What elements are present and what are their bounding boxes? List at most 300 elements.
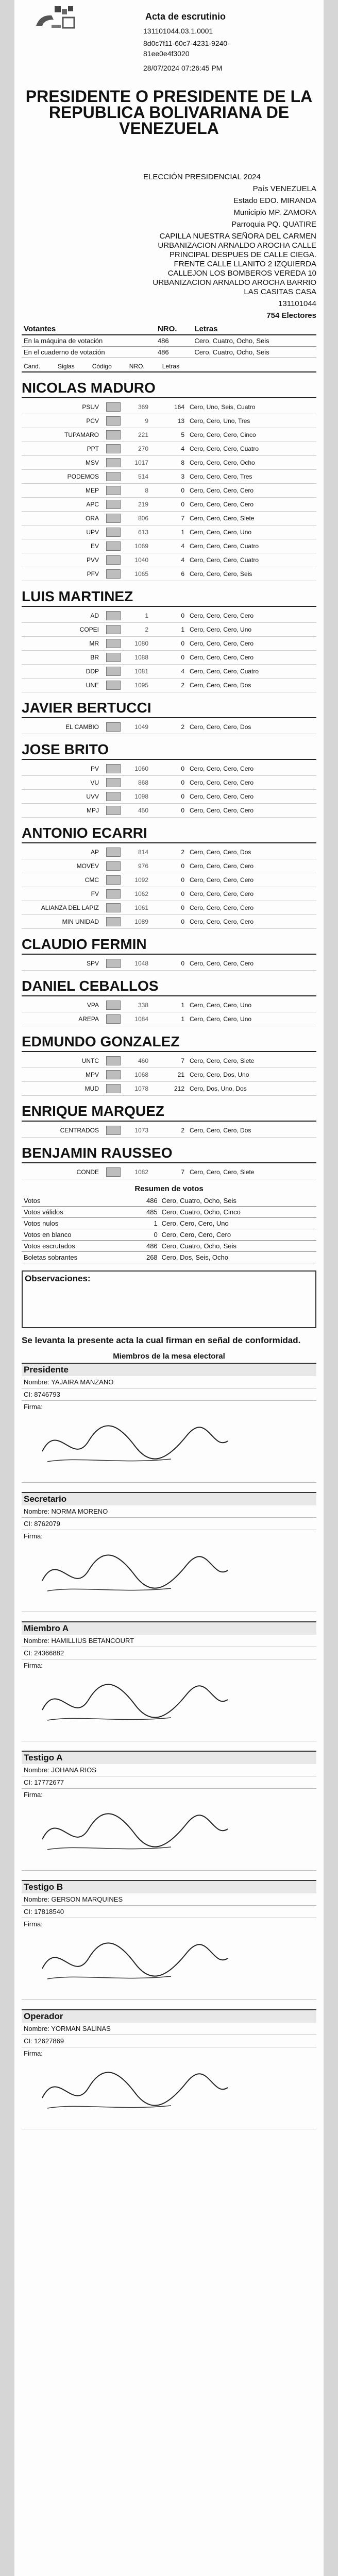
member-role: Secretario — [22, 1492, 316, 1505]
firma-label: Firma: — [24, 1532, 43, 1540]
party-row — [22, 915, 316, 929]
party-code: 1098 — [134, 793, 148, 800]
resumen-cell: 0 — [131, 1229, 160, 1241]
member-block — [22, 1751, 316, 1871]
party-logo-icon — [102, 958, 125, 969]
party-logo-icon — [102, 874, 125, 886]
candidate-block — [22, 700, 316, 734]
letras-col: Letras — [162, 363, 180, 370]
observaciones-box — [22, 1270, 316, 1328]
party-row — [22, 665, 316, 679]
candidate-name: BENJAMIN RAUSSEO — [22, 1145, 316, 1163]
party-code: 868 — [138, 779, 148, 786]
party-logo-icon — [102, 805, 125, 816]
party-votes-words: Cero, Cero, Cero, Dos — [190, 682, 251, 689]
candidates-header — [22, 361, 316, 372]
resumen-cell: Votos nulos — [22, 1218, 131, 1229]
party-logo-icon — [102, 471, 125, 482]
acta-receipt — [14, 0, 324, 2576]
member-role: Presidente — [22, 1363, 316, 1376]
party-votes-words: Cero, Cero, Cero, Cero — [190, 640, 254, 647]
party-row — [22, 790, 316, 804]
party-sigla: MPJ — [87, 807, 99, 814]
parroquia: Parroquia PQ. QUATIRE — [231, 220, 316, 229]
party-code: 460 — [138, 1057, 148, 1064]
party-votes: 0 — [181, 640, 184, 647]
party-votes-words: Cero, Uno, Seis, Cuatro — [190, 403, 256, 411]
party-logo-icon — [102, 763, 125, 774]
party-sigla: MEP — [85, 487, 99, 494]
party-votes: 13 — [177, 417, 184, 425]
party-votes-words: Cero, Cero, Cero, Dos — [190, 1127, 251, 1134]
party-votes: 0 — [181, 765, 184, 772]
party-votes: 7 — [181, 1057, 184, 1064]
member-role: Testigo A — [22, 1751, 316, 1764]
party-sigla: AREPA — [78, 1015, 99, 1023]
eleccion: ELECCIÓN PRESIDENCIAL 2024 — [143, 173, 261, 181]
party-logo-icon — [102, 916, 125, 927]
member-ci: CI: 8762079 — [22, 1518, 316, 1530]
table-row — [22, 335, 316, 347]
party-code: 1073 — [134, 1127, 148, 1134]
party-row — [22, 637, 316, 651]
party-logo-icon — [102, 554, 125, 566]
party-sigla: MIN UNIDAD — [62, 918, 99, 925]
handwritten-signature — [37, 2062, 233, 2119]
resumen-cell: Cero, Cuatro, Ocho, Seis — [160, 1195, 316, 1207]
acta-code: 131101044.03.1.0001 — [143, 27, 213, 35]
party-votes: 0 — [181, 779, 184, 786]
party-votes-words: Cero, Cero, Cero, Cero — [190, 654, 254, 661]
party-row — [22, 470, 316, 484]
party-sigla: PV — [90, 765, 99, 772]
party-code: 1078 — [134, 1085, 148, 1092]
candidate-block — [22, 936, 316, 971]
party-votes-words: Cero, Cero, Cero, Cuatro — [190, 543, 259, 550]
party-sigla: CMC — [84, 876, 99, 884]
party-logo-icon — [102, 902, 125, 913]
party-row — [22, 1082, 316, 1096]
party-row — [22, 484, 316, 498]
location-info — [22, 173, 316, 320]
party-votes-words: Cero, Cero, Cero, Seis — [190, 570, 252, 578]
candidate-name: NICOLAS MADURO — [22, 380, 316, 398]
party-votes-words: Cero, Cero, Cero, Dos — [190, 723, 251, 731]
party-row — [22, 623, 316, 637]
party-sigla: MSV — [85, 459, 99, 466]
resumen-cell: Cero, Cuatro, Ocho, Seis — [160, 1241, 316, 1252]
party-row — [22, 512, 316, 526]
party-votes-words: Cero, Dos, Uno, Dos — [190, 1085, 247, 1092]
acta-header — [22, 0, 316, 170]
party-row — [22, 957, 316, 971]
party-sigla: APC — [86, 501, 99, 508]
candidate-block — [22, 978, 316, 1026]
votantes-letras: Cero, Cuatro, Ocho, Seis — [192, 335, 316, 347]
party-votes-words: Cero, Cero, Cero, Uno — [190, 626, 252, 633]
party-votes: 4 — [181, 668, 184, 675]
party-votes-words: Cero, Cero, Cero, Cero — [190, 807, 254, 814]
party-votes: 0 — [181, 793, 184, 800]
candidate-name: DANIEL CEBALLOS — [22, 978, 316, 996]
cand-col: Cand. — [24, 363, 41, 370]
party-votes-words: Cero, Cero, Cero, Cero — [190, 960, 254, 967]
firma-label: Firma: — [24, 2049, 43, 2057]
candidate-block — [22, 588, 316, 692]
party-votes: 0 — [181, 487, 184, 494]
party-logo-icon — [102, 888, 125, 900]
party-votes-words: Cero, Cero, Cero, Uno — [190, 1015, 252, 1023]
party-votes-words: Cero, Cero, Uno, Tres — [190, 417, 250, 425]
party-sigla: PVV — [86, 556, 99, 564]
resumen-cell: Votos válidos — [22, 1207, 131, 1218]
party-code: 1069 — [134, 543, 148, 550]
party-row — [22, 414, 316, 428]
candidate-block — [22, 741, 316, 818]
party-votes: 7 — [181, 1168, 184, 1176]
election-title: PRESIDENTE O PRESIDENTE DE LA REPUBLICA BOLIVARIANA DE VENEZUELA — [25, 87, 313, 138]
member-nombre: Nombre: YORMAN SALINAS — [22, 2023, 316, 2035]
party-row — [22, 1165, 316, 1179]
party-sigla: VPA — [87, 1002, 99, 1009]
party-row — [22, 998, 316, 1012]
resumen-cell: Cero, Cero, Cero, Cero — [160, 1229, 316, 1241]
party-code: 1048 — [134, 960, 148, 967]
party-row — [22, 567, 316, 581]
party-row — [22, 887, 316, 901]
party-code: 270 — [138, 445, 148, 452]
resumen-cell: 486 — [131, 1241, 160, 1252]
resumen-title: Resumen de votos — [134, 1184, 204, 1193]
party-sigla: SPV — [86, 960, 99, 967]
party-logo-icon — [102, 624, 125, 635]
party-row — [22, 873, 316, 887]
siglas-col: Siglas — [58, 363, 75, 370]
party-code: 1062 — [134, 890, 148, 897]
pais: País VENEZUELA — [252, 184, 316, 193]
party-votes: 1 — [181, 529, 184, 536]
party-row — [22, 776, 316, 790]
party-votes: 0 — [181, 876, 184, 884]
member-role: Testigo B — [22, 1880, 316, 1893]
party-votes-words: Cero, Cero, Cero, Dos — [190, 849, 251, 856]
party-code: 1082 — [134, 1168, 148, 1176]
party-code: 976 — [138, 862, 148, 870]
candidates-list — [22, 380, 316, 1179]
member-nombre: Nombre: GERSON MARQUINES — [22, 1893, 316, 1906]
party-logo-icon — [102, 401, 125, 413]
party-logo-icon — [102, 540, 125, 552]
firma-label: Firma: — [24, 1791, 43, 1799]
party-votes-words: Cero, Cero, Cero, Ocho — [190, 459, 255, 466]
member-role: Operador — [22, 2009, 316, 2023]
party-votes: 1 — [181, 1015, 184, 1023]
party-code: 221 — [138, 431, 148, 438]
candidate-name: ENRIQUE MARQUEZ — [22, 1103, 316, 1122]
party-votes-words: Cero, Cero, Cero, Cero — [190, 904, 254, 911]
party-logo-icon — [102, 666, 125, 677]
party-votes: 1 — [181, 1002, 184, 1009]
member-block — [22, 1492, 316, 1612]
member-ci: CI: 8746793 — [22, 1388, 316, 1401]
party-sigla: EL CAMBIO — [65, 723, 99, 731]
party-code: 1060 — [134, 765, 148, 772]
party-votes: 0 — [181, 807, 184, 814]
table-row — [22, 1252, 316, 1263]
party-logo-icon — [102, 527, 125, 538]
party-votes-words: Cero, Cero, Cero, Cuatro — [190, 445, 259, 452]
party-logo-icon — [102, 568, 125, 580]
party-logo-icon — [102, 1166, 125, 1178]
candidate-name: JOSE BRITO — [22, 741, 316, 760]
party-sigla: VU — [90, 779, 99, 786]
party-sigla: PODEMOS — [67, 473, 99, 480]
party-row — [22, 428, 316, 442]
party-votes: 0 — [181, 904, 184, 911]
party-row — [22, 859, 316, 873]
party-logo-icon — [102, 638, 125, 649]
party-logo-icon — [102, 485, 125, 496]
party-votes: 2 — [181, 723, 184, 731]
votantes-nro: 486 — [156, 335, 192, 347]
party-sigla: EV — [90, 543, 99, 550]
party-sigla: MOVEV — [76, 862, 99, 870]
party-votes-words: Cero, Cero, Cero, Cero — [190, 862, 254, 870]
party-sigla: MR — [89, 640, 99, 647]
party-code: 1089 — [134, 918, 148, 925]
party-votes-words: Cero, Cero, Cero, Tres — [190, 473, 252, 480]
party-sigla: UVV — [86, 793, 99, 800]
resumen-cell: 1 — [131, 1218, 160, 1229]
party-votes-words: Cero, Cero, Cero, Uno — [190, 529, 252, 536]
handwritten-signature — [37, 1674, 233, 1731]
party-sigla: CONDE — [76, 1168, 99, 1176]
party-votes: 2 — [181, 682, 184, 689]
handwritten-signature — [37, 1803, 233, 1860]
party-sigla: CENTRADOS — [60, 1127, 99, 1134]
nro-col: NRO. — [129, 363, 145, 370]
party-sigla: ALIANZA DEL LAPIZ — [41, 904, 99, 911]
party-votes-words: Cero, Cero, Cero, Cero — [190, 501, 254, 508]
acta-uuid-1: 8d0c7f11-60c7-4231-9240- — [143, 39, 230, 47]
observaciones-label: Observaciones: — [25, 1274, 91, 1283]
party-votes: 2 — [181, 1127, 184, 1134]
party-sigla: MPV — [85, 1071, 99, 1078]
party-votes-words: Cero, Cero, Cero, Siete — [190, 515, 255, 522]
party-votes-words: Cero, Cero, Cero, Cinco — [190, 431, 256, 438]
party-code: 1040 — [134, 556, 148, 564]
party-code: 1 — [145, 612, 148, 619]
party-code: 8 — [145, 487, 148, 494]
party-row — [22, 720, 316, 734]
candidate-name: EDMUNDO GONZALEZ — [22, 1033, 316, 1052]
party-votes: 0 — [181, 654, 184, 661]
party-votes: 0 — [181, 890, 184, 897]
party-votes-words: Cero, Cero, Cero, Cuatro — [190, 668, 259, 675]
table-row — [22, 1218, 316, 1229]
party-code: 338 — [138, 1002, 148, 1009]
party-votes: 1 — [181, 626, 184, 633]
party-votes-words: Cero, Cero, Cero, Cero — [190, 876, 254, 884]
party-logo-icon — [102, 1125, 125, 1136]
party-votes-words: Cero, Cero, Cero, Cero — [190, 612, 254, 619]
party-logo-icon — [102, 610, 125, 621]
member-role: Miembro A — [22, 1621, 316, 1635]
party-sigla: PCV — [86, 417, 99, 425]
member-block — [22, 1880, 316, 2000]
acta-datetime: 28/07/2024 07:26:45 PM — [143, 64, 223, 72]
table-row — [22, 1241, 316, 1252]
party-votes: 0 — [181, 862, 184, 870]
member-ci: CI: 24366882 — [22, 1647, 316, 1659]
party-logo-icon — [102, 999, 125, 1011]
party-row — [22, 762, 316, 776]
party-votes-words: Cero, Cero, Cero, Cero — [190, 779, 254, 786]
member-ci: CI: 12627869 — [22, 2035, 316, 2047]
resumen-cell: 485 — [131, 1207, 160, 1218]
municipio: Municipio MP. ZAMORA — [233, 208, 316, 217]
member-block — [22, 1363, 316, 1483]
party-votes-words: Cero, Cero, Cero, Uno — [190, 1002, 252, 1009]
party-code: 450 — [138, 807, 148, 814]
party-sigla: AP — [90, 849, 99, 856]
party-logo-icon — [102, 680, 125, 691]
party-sigla: UPV — [86, 529, 99, 536]
party-row — [22, 1068, 316, 1082]
party-votes: 212 — [174, 1085, 184, 1092]
table-row — [22, 1195, 316, 1207]
resumen-cell: Votos — [22, 1195, 131, 1207]
resumen-cell: Boletas sobrantes — [22, 1252, 131, 1263]
party-votes: 0 — [181, 612, 184, 619]
party-sigla: UNTC — [81, 1057, 99, 1064]
party-row — [22, 400, 316, 414]
signature-area — [22, 1659, 316, 1741]
firma-label: Firma: — [24, 1920, 43, 1928]
member-nombre: Nombre: NORMA MORENO — [22, 1505, 316, 1518]
candidate-block — [22, 1103, 316, 1138]
firma-label: Firma: — [24, 1662, 43, 1669]
party-logo-icon — [102, 652, 125, 663]
party-code: 613 — [138, 529, 148, 536]
candidate-name: ANTONIO ECARRI — [22, 825, 316, 843]
party-logo-icon — [102, 777, 125, 788]
party-votes: 2 — [181, 849, 184, 856]
resumen-cell: Votos en blanco — [22, 1229, 131, 1241]
members-list — [22, 1363, 316, 2129]
party-code: 1088 — [134, 654, 148, 661]
party-votes: 4 — [181, 445, 184, 452]
party-code: 369 — [138, 403, 148, 411]
party-sigla: DDP — [86, 668, 99, 675]
party-code: 219 — [138, 501, 148, 508]
party-logo-icon — [102, 1013, 125, 1025]
party-votes: 21 — [177, 1071, 184, 1078]
party-votes-words: Cero, Cero, Cero, Cero — [190, 890, 254, 897]
party-row — [22, 1054, 316, 1068]
party-votes-words: Cero, Cero, Cero, Cero — [190, 918, 254, 925]
acta-title: Acta de escrutinio — [145, 11, 226, 22]
party-votes: 8 — [181, 459, 184, 466]
party-votes: 6 — [181, 570, 184, 578]
party-code: 514 — [138, 473, 148, 480]
party-code: 1081 — [134, 668, 148, 675]
party-code: 2 — [145, 626, 148, 633]
votantes-letras: Cero, Cuatro, Ocho, Seis — [192, 347, 316, 358]
candidate-block — [22, 1145, 316, 1179]
party-sigla: UNE — [86, 682, 99, 689]
votantes-label: En la máquina de votación — [22, 335, 156, 347]
party-code: 1061 — [134, 904, 148, 911]
party-row — [22, 609, 316, 623]
resumen-cell: 486 — [131, 1195, 160, 1207]
party-votes: 5 — [181, 431, 184, 438]
party-sigla: TUPAMARO — [64, 431, 99, 438]
member-nombre: Nombre: HAMILLIUS BETANCOURT — [22, 1635, 316, 1647]
resumen-table — [22, 1195, 316, 1263]
party-votes: 0 — [181, 960, 184, 967]
party-logo-icon — [102, 1069, 125, 1080]
party-row — [22, 804, 316, 818]
party-sigla: ORA — [85, 515, 99, 522]
party-row — [22, 526, 316, 539]
votantes-nro: 486 — [156, 347, 192, 358]
party-row — [22, 679, 316, 692]
party-code: 1080 — [134, 640, 148, 647]
party-sigla: COPEI — [79, 626, 99, 633]
party-sigla: MUD — [84, 1085, 99, 1092]
party-row — [22, 442, 316, 456]
party-sigla: PSUV — [82, 403, 99, 411]
party-sigla: PPT — [87, 445, 99, 452]
nro-header: NRO. — [156, 324, 192, 335]
signature-area — [22, 2047, 316, 2129]
cne-logo — [31, 4, 78, 36]
party-votes: 4 — [181, 543, 184, 550]
electores: 754 Electores — [266, 311, 316, 320]
candidate-block — [22, 1033, 316, 1096]
party-logo-icon — [102, 443, 125, 454]
member-nombre: Nombre: YAJAIRA MANZANO — [22, 1376, 316, 1388]
mesa-title: Miembros de la mesa electoral — [113, 1352, 225, 1361]
signature-area — [22, 1530, 316, 1612]
party-logo-icon — [102, 791, 125, 802]
candidate-name: LUIS MARTINEZ — [22, 588, 316, 607]
signature-area — [22, 1789, 316, 1871]
party-code: 806 — [138, 515, 148, 522]
votantes-label: En el cuaderno de votación — [22, 347, 156, 358]
party-code: 814 — [138, 849, 148, 856]
party-row — [22, 845, 316, 859]
party-logo-icon — [102, 513, 125, 524]
party-votes: 0 — [181, 501, 184, 508]
party-row — [22, 456, 316, 470]
member-ci: CI: 17818540 — [22, 1906, 316, 1918]
letras-header: Letras — [192, 324, 316, 335]
member-ci: CI: 17772677 — [22, 1776, 316, 1789]
candidate-block — [22, 825, 316, 929]
member-nombre: Nombre: JOHANA RIOS — [22, 1764, 316, 1776]
table-row — [22, 1207, 316, 1218]
party-code: 1065 — [134, 570, 148, 578]
party-sigla: PFV — [87, 570, 99, 578]
handwritten-signature — [37, 1545, 233, 1601]
votantes-header: Votantes — [22, 324, 156, 335]
party-code: 1068 — [134, 1071, 148, 1078]
resumen-cell: Votos escrutados — [22, 1241, 131, 1252]
table-row — [22, 347, 316, 358]
party-logo-icon — [102, 457, 125, 468]
